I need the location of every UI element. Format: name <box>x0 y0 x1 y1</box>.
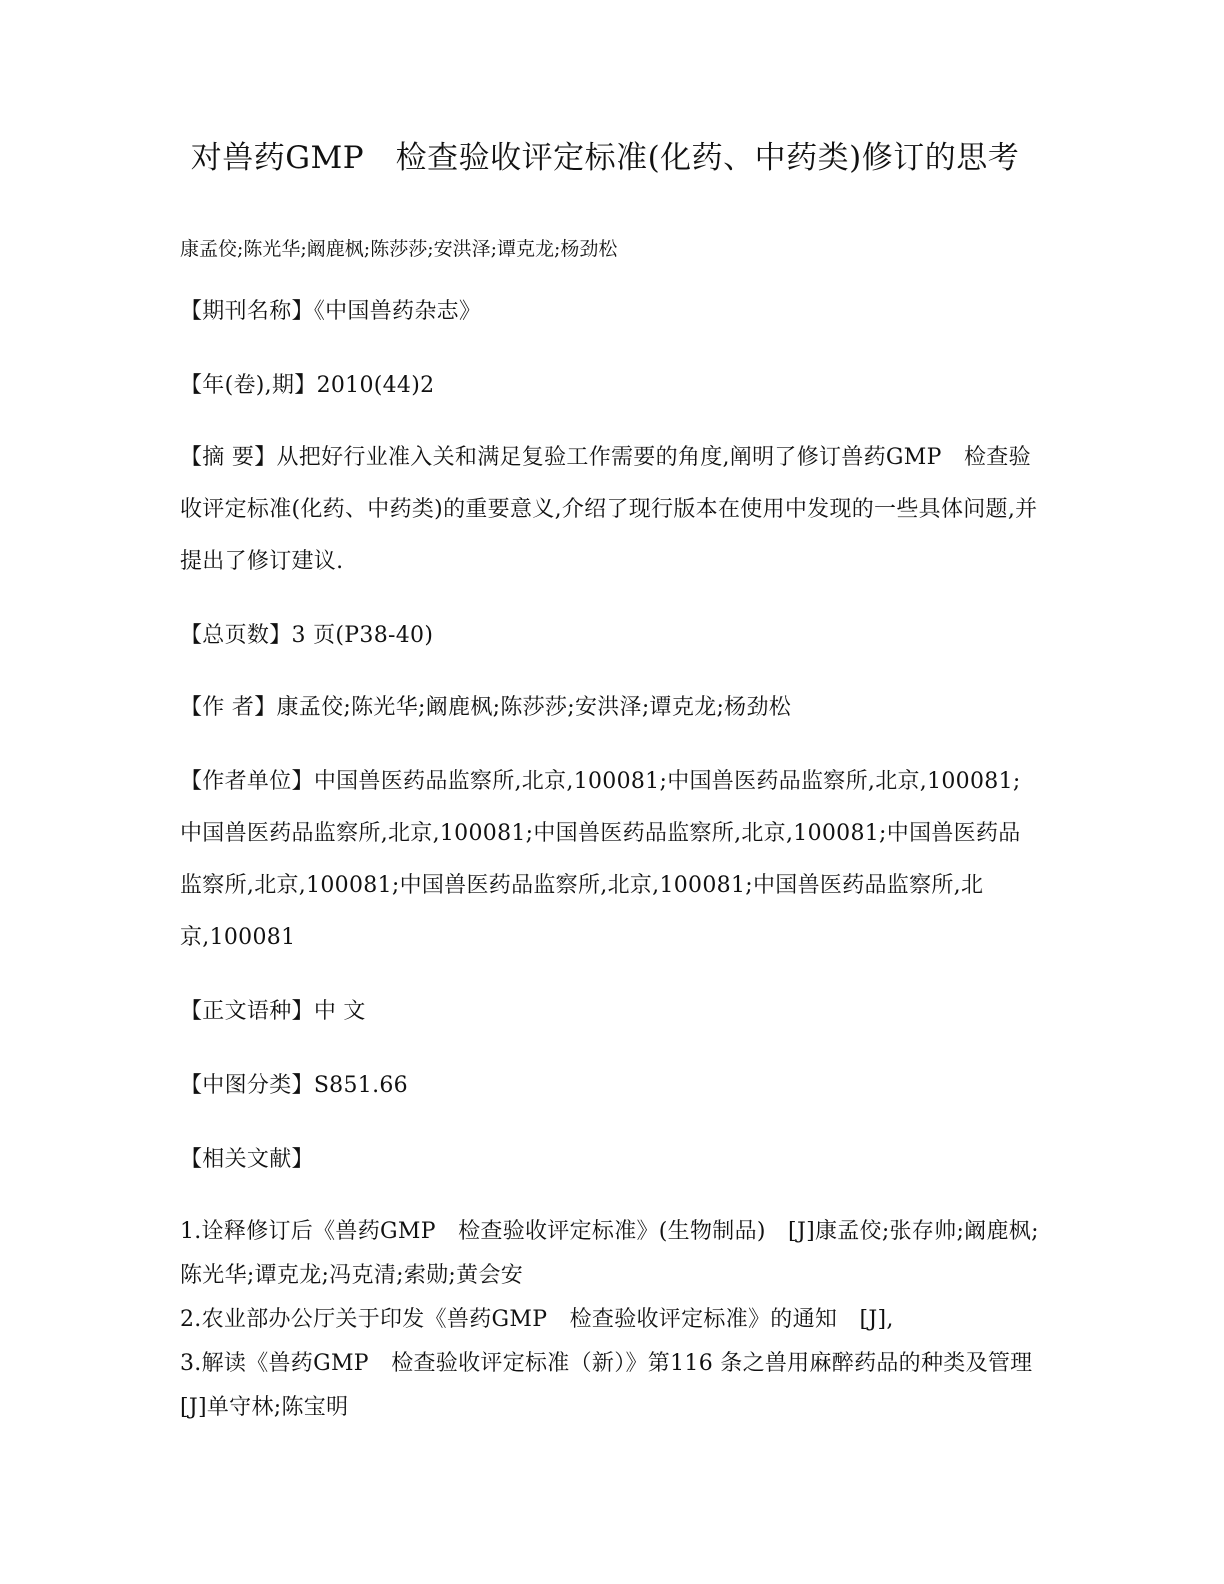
reference-item: 2.农业部办公厅关于印发《兽药GMP 检查验收评定标准》的通知 [J], <box>180 1307 894 1332</box>
field-abstract <box>180 432 1040 588</box>
field-label: 【期刊名称】 <box>180 299 314 324</box>
affiliation-text: 中国兽医药品监察所,北京,100081;中国兽医药品监察所,北京,100081;中国兽医药品监察所,北京,100081;中国兽医药品监察所,北京,100081;中国兽医药品监察所,北京,100081;中国兽医药品监察所,北京,100081;中国兽医药品监察所,北京,100081 <box>180 769 1021 950</box>
field-authors <box>180 682 1040 734</box>
field-label: 【相关文献】 <box>180 1147 314 1172</box>
field-label: 【摘 要】 <box>180 445 277 470</box>
field-value: 《中国兽药杂志》 <box>313 299 482 324</box>
field-journal <box>180 286 1040 338</box>
field-classification <box>180 1060 1040 1112</box>
field-related-literature <box>180 1134 1040 1186</box>
reference-list <box>180 1210 1055 1430</box>
document-title: 对兽药GMP 检查验收评定标准(化药、中药类)修订的思考 <box>190 140 1020 176</box>
field-page-count <box>180 610 1040 662</box>
field-label: 【年(卷),期】 <box>180 373 317 398</box>
field-label: 【作者单位】 <box>180 769 314 794</box>
reference-item: 1.诠释修订后《兽药GMP 检查验收评定标准》(生物制品) [J]康孟佼;张存帅;阚鹿枫;陈光华;谭克龙;冯克清;索勋;黄会安 <box>180 1219 1039 1288</box>
reference-item: 3.解读《兽药GMP 检查验收评定标准（新）》第116 条之兽用麻醉药品的种类及管理 [J]单守林;陈宝明 <box>180 1351 1055 1420</box>
field-value: 中 文 <box>313 999 366 1024</box>
field-label: 【作 者】 <box>180 695 277 720</box>
abstract-text: 从把好行业准入关和满足复验工作需要的角度,阐明了修订兽药GMP 检查验收评定标准(化药、中药类)的重要意义,介绍了现行版本在使用中发现的一些具体问题,并提出了修订建议. <box>180 445 1038 574</box>
field-value: 2010(44)2 <box>316 373 435 398</box>
field-language <box>180 986 1040 1038</box>
author-list: 康孟佼;陈光华;阚鹿枫;陈莎莎;安洪泽;谭克龙;杨劲松 <box>180 238 618 260</box>
field-label: 【中图分类】 <box>180 1073 314 1098</box>
field-value: 康孟佼;陈光华;阚鹿枫;陈莎莎;安洪泽;谭克龙;杨劲松 <box>276 695 792 720</box>
field-value: 3 页(P38-40) <box>291 623 434 648</box>
field-label: 【正文语种】 <box>180 999 314 1024</box>
field-year-volume-issue <box>180 360 1040 412</box>
field-label: 【总页数】 <box>180 623 292 648</box>
field-value: S851.66 <box>313 1073 408 1098</box>
field-affiliation <box>180 756 1040 964</box>
